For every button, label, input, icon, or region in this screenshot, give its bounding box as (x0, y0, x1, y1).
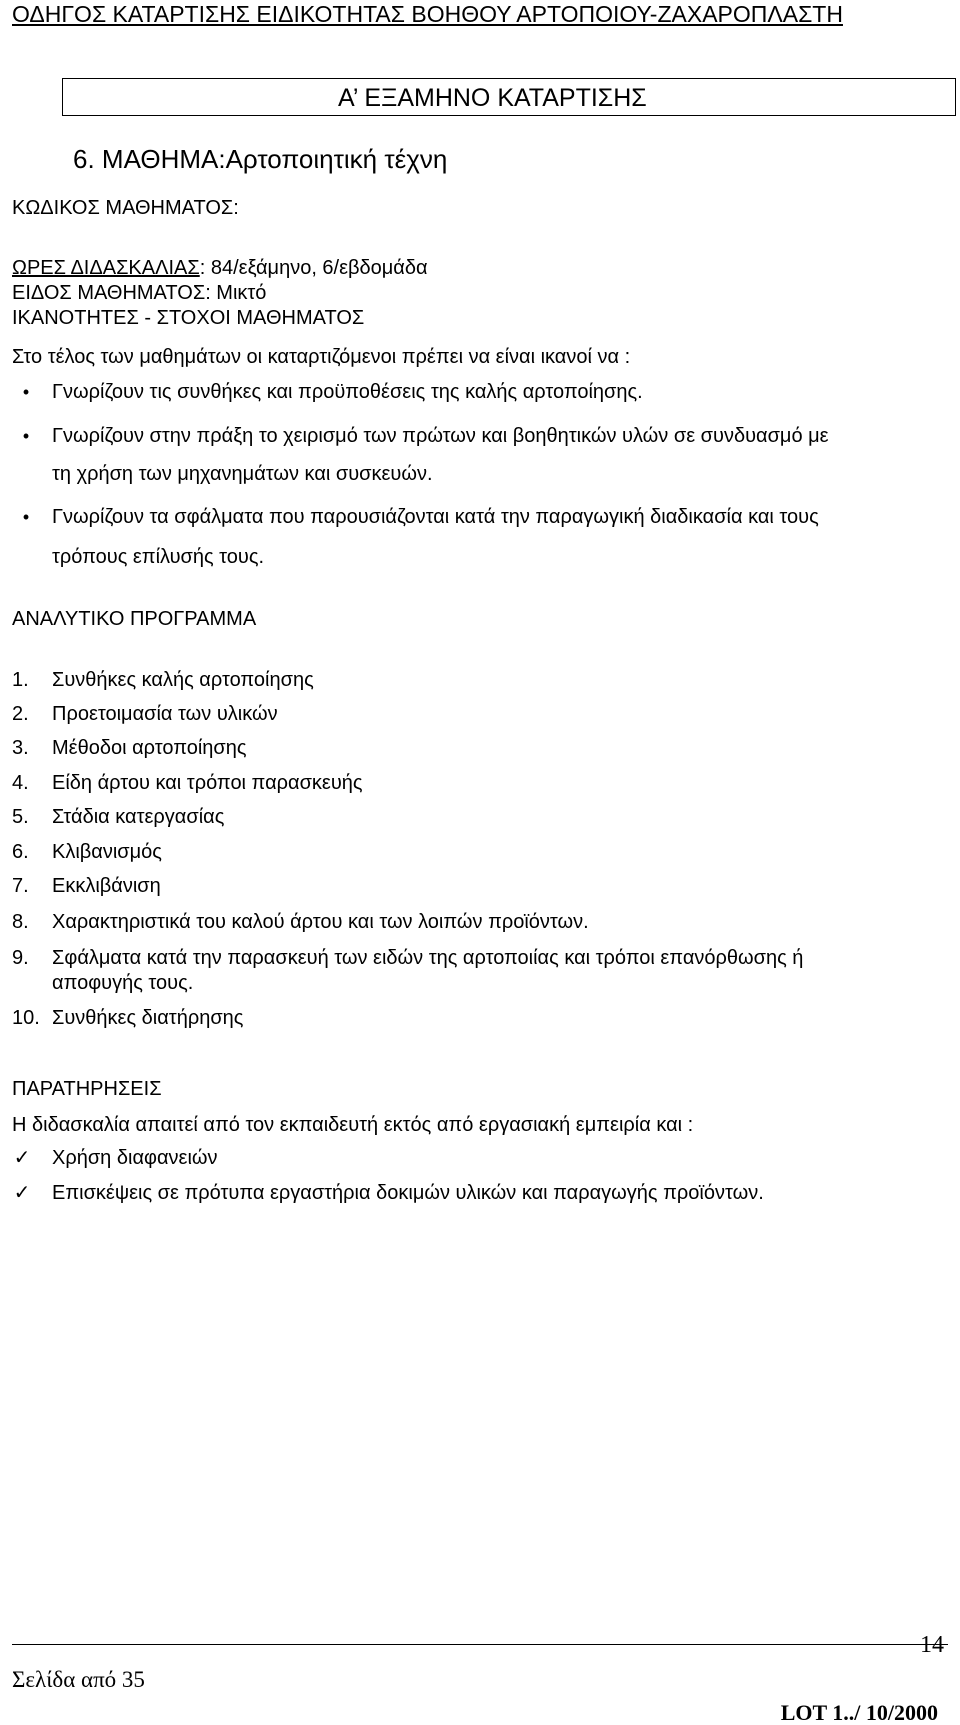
list-item-text: Χαρακτηριστικά του καλού άρτου και των λοιπών προϊόντων. (52, 911, 589, 933)
teaching-hours-value: : 84/εξάμηνο, 6/εβδομάδα (199, 257, 428, 279)
list-item-number: 10. (12, 1007, 40, 1029)
bullet-icon: • (22, 382, 30, 402)
course-title: 6. ΜΑΘΗΜΑ:Αρτοποιητική τέχνη (73, 144, 448, 174)
list-item-text: Συνθήκες διατήρησης (52, 1007, 244, 1029)
list-item-text: Είδη άρτου και τρόποι παρασκευής (52, 772, 363, 794)
objectives-intro: Στο τέλος των μαθημάτων οι καταρτιζόμενοι πρέπει να είναι ικανοί να : (12, 346, 631, 368)
document-header-title: ΟΔΗΓΟΣ ΚΑΤΑΡΤΙΣΗΣ ΕΙΔΙΚΟΤΗΤΑΣ ΒΟΗΘΟΥ ΑΡΤΟΠΟΙΟΥ-ΖΑΧΑΡΟΠΛΑΣΤΗ (12, 1, 843, 27)
objective-text-line: Γνωρίζουν τις συνθήκες και προϋποθέσεις της καλής αρτοποίησης. (52, 381, 643, 403)
list-item-number: 8. (12, 911, 29, 933)
course-type-value: : Μικτό (205, 282, 267, 304)
remarks-intro: Η διδασκαλία απαιτεί από τον εκπαιδευτή εκτός από εργασιακή εμπειρία και : (12, 1114, 694, 1136)
list-item-number: 9. (12, 947, 29, 969)
list-item-number: 6. (12, 841, 29, 863)
syllabus-heading: ΑΝΑΛΥΤΙΚΟ ΠΡΟΓΡΑΜΜΑ (12, 608, 257, 630)
semester-banner (62, 78, 956, 116)
list-item-text: Συνθήκες καλής αρτοποίησης (52, 669, 314, 691)
list-item-number: 7. (12, 875, 29, 897)
list-item-text: Στάδια κατεργασίας (52, 806, 225, 828)
semester-label: Α’ ΕΞΑΜΗΝΟ ΚΑΤΑΡΤΙΣΗΣ (338, 84, 647, 112)
course-code-label: ΚΩΔΙΚΟΣ ΜΑΘΗΜΑΤΟΣ: (12, 197, 239, 219)
bullet-icon: • (22, 426, 30, 446)
remarks-heading: ΠΑΡΑΤΗΡΗΣΕΙΣ (12, 1078, 162, 1100)
objective-text-line: Γνωρίζουν τα σφάλματα που παρουσιάζονται κατά την παραγωγική διαδικασία και τους (52, 506, 819, 528)
list-item-text: Επισκέψεις σε πρότυπα εργαστήρια δοκιμών υλικών και παραγωγής προϊόντων. (52, 1182, 764, 1204)
page-number: 14 (920, 1632, 944, 1658)
checkmark-icon: ✓ (13, 1147, 31, 1169)
bullet-icon: • (22, 507, 30, 527)
course-type-line (12, 281, 266, 305)
list-item-text: Σφάλματα κατά την παρασκευή των ειδών της αρτοποιίας και τρόποι επανόρθωσης ή (52, 947, 804, 969)
list-item-text: αποφυγής τους. (52, 972, 194, 994)
objective-text-line: τη χρήση των μηχανημάτων και συσκευών. (52, 463, 433, 485)
list-item-text: Χρήση διαφανειών (52, 1147, 218, 1169)
teaching-hours-label: ΩΡΕΣ ΔΙΔΑΣΚΑΛΙΑΣ (12, 257, 200, 279)
objective-text-line: Γνωρίζουν στην πράξη το χειρισμό των πρώτων και βοηθητικών υλών σε συνδυασμό με (52, 425, 829, 447)
teaching-hours-line (12, 256, 428, 280)
checkmark-icon: ✓ (13, 1182, 31, 1204)
list-item-number: 5. (12, 806, 29, 828)
footer-divider (12, 1644, 948, 1645)
objectives-heading: ΙΚΑΝΟΤΗΤΕΣ - ΣΤΟΧΟΙ ΜΑΘΗΜΑΤΟΣ (12, 307, 365, 329)
lot-label: LOT 1../ 10/2000 (780, 1700, 938, 1725)
objective-text-line: τρόπους επίλυσής τους. (52, 546, 265, 568)
list-item-text: Προετοιμασία των υλικών (52, 703, 278, 725)
list-item-number: 4. (12, 772, 29, 794)
course-type-label: ΕΙΔΟΣ ΜΑΘΗΜΑΤΟΣ (12, 282, 206, 304)
list-item-number: 3. (12, 737, 29, 759)
list-item-text: Μέθοδοι αρτοποίησης (52, 737, 247, 759)
list-item-number: 1. (12, 669, 29, 691)
page-count-label: Σελίδα από 35 (12, 1667, 145, 1692)
list-item-number: 2. (12, 703, 29, 725)
list-item-text: Κλιβανισμός (52, 841, 162, 863)
list-item-text: Εκκλιβάνιση (52, 875, 161, 897)
